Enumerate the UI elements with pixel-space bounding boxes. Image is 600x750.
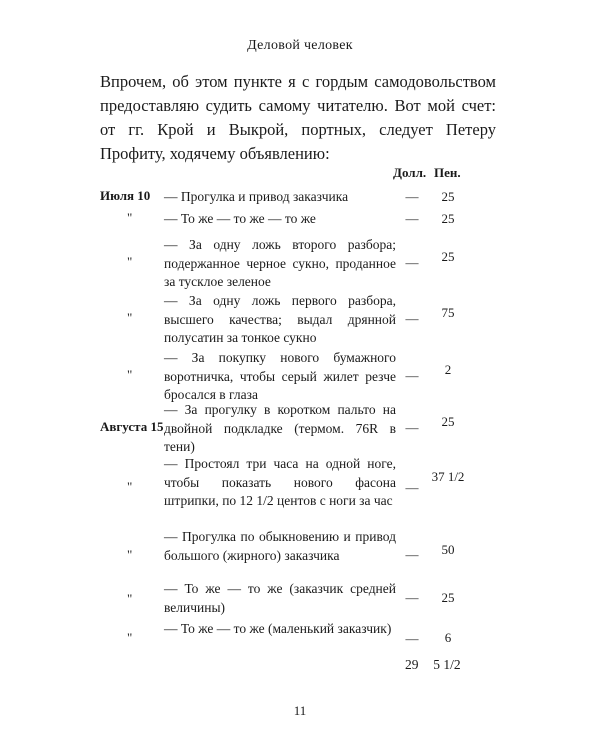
entry-date-ditto: " [127, 547, 133, 562]
page-number: 11 [293, 703, 307, 718]
entry-dollars: — [405, 420, 419, 435]
entry-date-ditto: " [127, 254, 133, 269]
entry-dollars: — [405, 590, 419, 605]
entry-date: Августа 15 [100, 419, 164, 434]
entry-dollars: — [405, 211, 419, 226]
entry-description: — За одну ложь второго разбора; подержанное черное сукно, проданное за тусклое зеленое [164, 237, 396, 290]
entry-description: — Прогулка по обыкновению и привод большого (жирного) заказчика [164, 529, 396, 563]
entry-dollars: — [405, 255, 419, 270]
entry-cents: 37 1/2 [431, 469, 465, 484]
entry-cents: 25 [441, 414, 455, 429]
running-head: Деловой человек [247, 38, 353, 53]
entry-dollars: — [405, 368, 419, 383]
entry-cents: 25 [441, 249, 455, 264]
entry-cents: 25 [441, 590, 455, 605]
entry-date-ditto: " [127, 630, 133, 645]
dollars-column-header: Долл. [393, 165, 427, 180]
entry-date-ditto: " [127, 210, 133, 225]
entry-date-ditto: " [127, 591, 133, 606]
entry-description: — То же — то же — то же [164, 211, 316, 226]
entry-description: — То же — то же (маленький заказчик) [164, 621, 392, 636]
total-dollars: 29 [405, 657, 419, 672]
entry-cents: 50 [441, 542, 455, 557]
entry-description: — За прогулку в коротком пальто на двойной подкладке (термом. 76R в тени) [164, 402, 396, 455]
entry-description: — Прогулка и привод заказчика [164, 189, 349, 204]
cents-column-header: Пен. [434, 165, 461, 180]
entry-cents: 6 [444, 630, 452, 645]
entry-dollars: — [405, 189, 419, 204]
totals-row [405, 657, 461, 673]
entry-date-ditto: " [127, 310, 133, 325]
entry-description: — То же — то же (заказчик средней величины) [164, 581, 396, 615]
entry-date: Июля 10 [100, 188, 151, 203]
entry-description: — За покупку нового бумажного воротничка, чтобы серый жилет резче бросался в глаза [164, 350, 396, 403]
entry-dollars: — [405, 311, 419, 326]
entry-description: — Простоял три часа на одной ноге, чтобы показать нового фасона штрипки, по 12 1/2 центов с ноги за час [164, 456, 396, 509]
entry-dollars: — [405, 547, 419, 562]
entry-dollars: — [405, 480, 419, 495]
entry-cents: 25 [441, 189, 455, 204]
entry-cents: 75 [441, 305, 455, 320]
entry-description: — За одну ложь первого разбора, высшего качества; выдал дрянной полусатин за тонкое сукно [164, 293, 396, 346]
intro-paragraph: Впрочем, об этом пункте я с гордым самодовольством предоставляю судить самому читателю. Вот мой счет: от гг. Крой и Выкрой, портных, следует Петеру Профиту, ходячему объявлению: [100, 72, 496, 163]
total-cents: 5 1/2 [433, 657, 461, 672]
entry-cents: 2 [444, 362, 452, 377]
entry-dollars: — [405, 631, 419, 646]
entry-cents: 25 [441, 211, 455, 226]
entry-date-ditto: " [127, 367, 133, 382]
entry-date-ditto: " [127, 479, 133, 494]
